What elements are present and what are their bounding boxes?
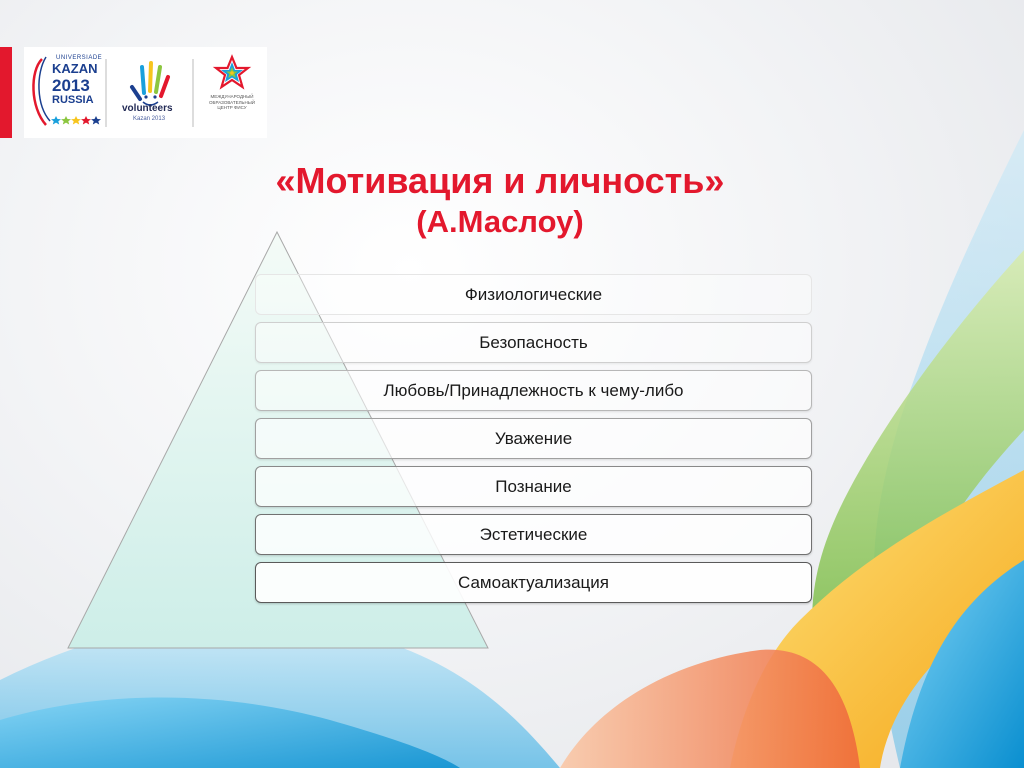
universiade-small-label: UNIVERSIADE <box>56 55 103 61</box>
universiade-city-label: KAZAN <box>52 61 98 76</box>
page-title: «Мотивация и личность» <box>275 160 725 201</box>
pyramid-level: Физиологические <box>255 274 812 315</box>
pyramid-level: Эстетические <box>255 514 812 555</box>
universiade-country-label: RUSSIA <box>52 94 94 106</box>
fisu-label: МЕЖДУНАРОДНЫЙ ОБРАЗОВАТЕЛЬНЫЙ ЦЕНТР ФИСУ <box>209 94 255 111</box>
volunteers-label: volunteers <box>122 103 173 114</box>
pyramid-level: Уважение <box>255 418 812 459</box>
pyramid-level: Любовь/Принадлежность к чему-либо <box>255 370 812 411</box>
pyramid-level: Самоактуализация <box>255 562 812 603</box>
universiade-year-label: 2013 <box>52 76 90 95</box>
volunteers-sub-label: Kazan 2013 <box>133 116 166 122</box>
pyramid-level: Безопасность <box>255 322 812 363</box>
page-subtitle: (А.Маслоу) <box>416 204 584 239</box>
pyramid-level: Познание <box>255 466 812 507</box>
